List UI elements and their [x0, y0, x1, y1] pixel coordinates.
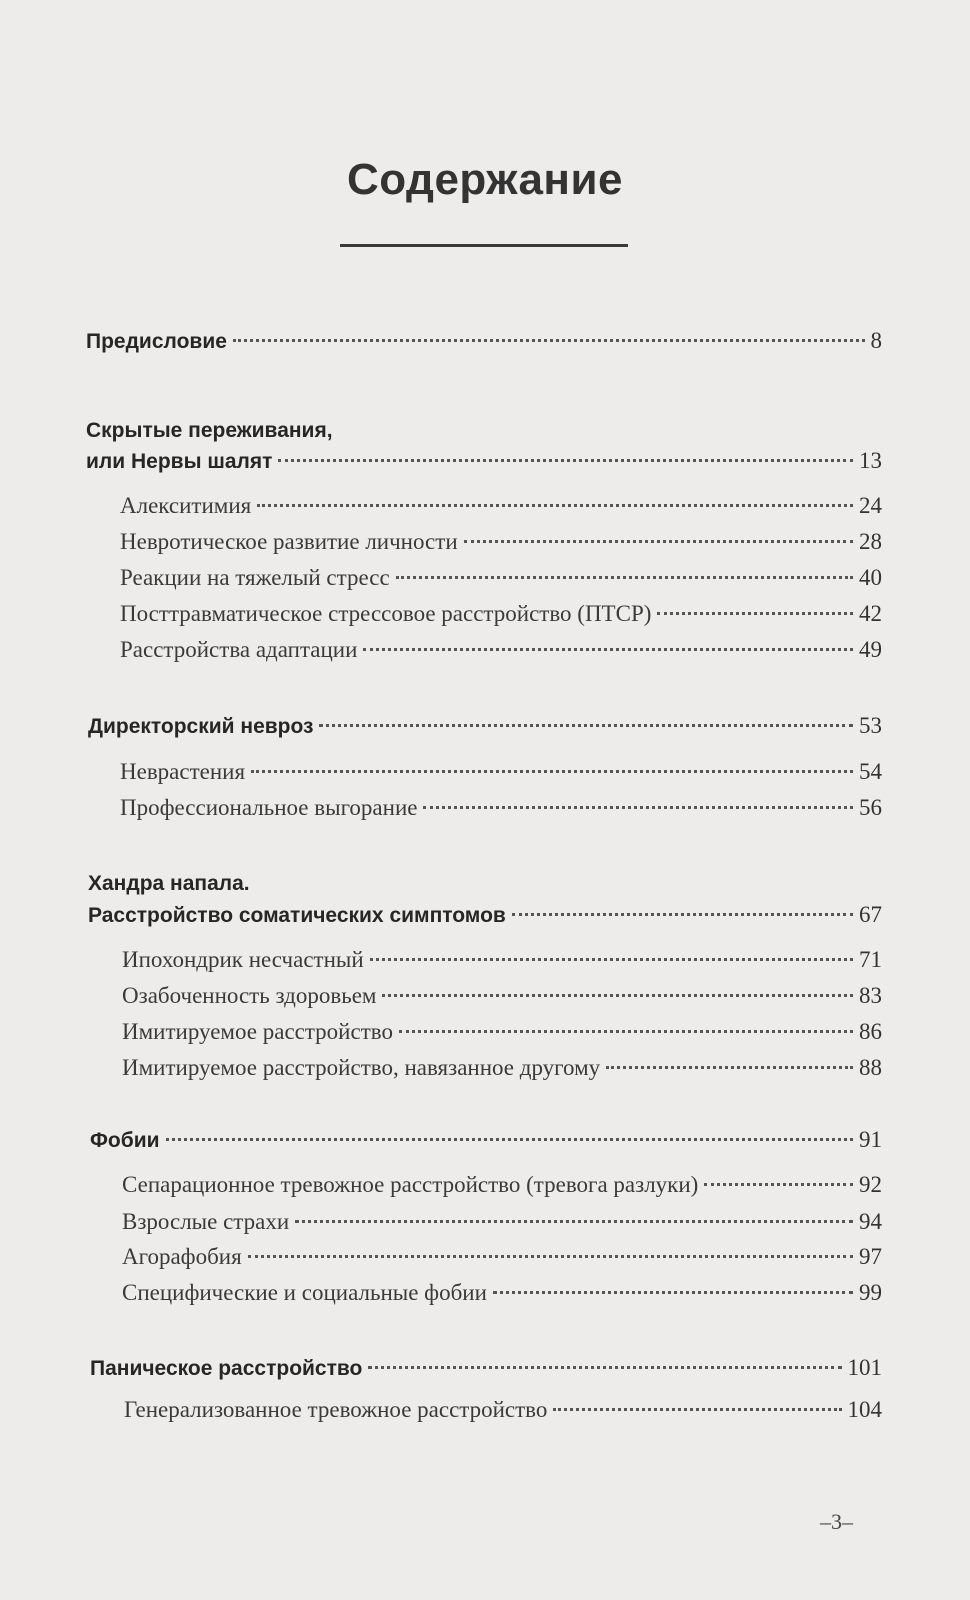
dot-leader — [657, 612, 853, 615]
toc-section-khandra[interactable] — [88, 898, 882, 932]
toc-item[interactable] — [120, 791, 882, 825]
toc-item-label: Ипохондрик несчастный — [122, 947, 364, 972]
toc-item-label: Агорафобия — [122, 1244, 242, 1269]
dot-leader — [319, 724, 853, 727]
toc-page-number: 104 — [847, 1397, 882, 1422]
dot-leader — [464, 540, 853, 543]
toc-page-number: 94 — [859, 1209, 882, 1234]
dot-leader — [396, 576, 853, 579]
toc-section-label: Расстройство соматических симптомов — [88, 904, 506, 927]
dot-leader — [278, 459, 853, 462]
toc-item[interactable] — [122, 979, 882, 1013]
dot-leader — [553, 1408, 841, 1411]
toc-item[interactable] — [122, 1168, 882, 1202]
toc-item[interactable] — [122, 1205, 882, 1239]
toc-section-label: Предисловие — [86, 330, 227, 353]
toc-section-panic[interactable] — [90, 1351, 882, 1385]
dot-leader — [251, 770, 853, 773]
toc-item-label: Сепарационное тревожное расстройство (тревога разлуки) — [122, 1172, 699, 1197]
dot-leader — [370, 958, 853, 961]
toc-item-label: Реакции на тяжелый стресс — [120, 565, 390, 590]
toc-section-director[interactable] — [88, 709, 882, 743]
toc-item-label: Расстройства адаптации — [120, 637, 358, 662]
toc-page-number: 13 — [859, 448, 882, 473]
toc-page-number: 67 — [859, 902, 882, 927]
toc-page-number: 71 — [859, 947, 882, 972]
dot-leader — [399, 1030, 853, 1033]
toc-item[interactable] — [122, 1240, 882, 1274]
toc-item[interactable] — [120, 755, 882, 789]
toc-page-number: 86 — [859, 1019, 882, 1044]
toc-item[interactable] — [120, 525, 882, 559]
toc-section-phobias[interactable] — [90, 1123, 882, 1157]
toc-page-number: 28 — [859, 529, 882, 554]
dot-leader — [423, 806, 853, 809]
toc-item[interactable] — [122, 1015, 882, 1049]
toc-page-number: 92 — [859, 1172, 882, 1197]
toc-section-title-line1: Хандра напала. — [88, 872, 250, 895]
toc-page-number: 42 — [859, 601, 882, 626]
dot-leader — [233, 339, 865, 342]
toc-item[interactable] — [120, 561, 882, 595]
dot-leader — [704, 1183, 853, 1186]
dot-leader — [295, 1220, 853, 1223]
toc-section-label: Фобии — [90, 1129, 160, 1152]
toc-section-label: или Нервы шалят — [86, 450, 273, 473]
toc-page-number: 97 — [859, 1244, 882, 1269]
toc-item-label: Озабоченность здоровьем — [122, 983, 377, 1008]
toc-item-label: Алекситимия — [120, 493, 252, 518]
toc-item-label: Профессиональное выгорание — [120, 795, 418, 820]
toc-item-label: Посттравматическое стрессовое расстройство (ПТСР) — [120, 601, 652, 626]
dot-leader — [248, 1255, 853, 1258]
toc-item-label: Имитируемое расстройство, навязанное другому — [122, 1055, 601, 1080]
toc-page-number: 88 — [859, 1055, 882, 1080]
toc-item-label: Взрослые страхи — [122, 1209, 290, 1234]
dot-leader — [363, 648, 853, 651]
toc-item[interactable] — [124, 1393, 882, 1427]
toc-page-number: 101 — [847, 1355, 882, 1380]
dot-leader — [606, 1066, 853, 1069]
toc-page-number: 40 — [859, 565, 882, 590]
toc-section-label: Паническое расстройство — [90, 1357, 363, 1380]
dot-leader — [382, 994, 853, 997]
toc-page-number: 54 — [859, 759, 882, 784]
toc-section-label: Директорский невроз — [88, 715, 314, 738]
toc-page-number: 53 — [859, 713, 882, 738]
dot-leader — [166, 1138, 853, 1141]
toc-page-number: 49 — [859, 637, 882, 662]
page-number-footer: –3– — [820, 1509, 853, 1534]
dot-leader — [512, 913, 853, 916]
toc-page-number: 24 — [859, 493, 882, 518]
toc-item[interactable] — [120, 597, 882, 631]
toc-page-number: 56 — [859, 795, 882, 820]
toc-item-label: Генерализованное тревожное расстройство — [124, 1397, 548, 1422]
toc-item[interactable] — [122, 1051, 882, 1085]
toc-section-preface[interactable] — [86, 324, 882, 358]
toc-section-hidden[interactable] — [86, 444, 882, 478]
toc-page-number: 99 — [859, 1280, 882, 1305]
toc-item[interactable] — [122, 1276, 882, 1310]
toc-item[interactable] — [120, 633, 882, 667]
dot-leader — [368, 1366, 841, 1369]
toc-page-number: 83 — [859, 983, 882, 1008]
toc-item-label: Неврастения — [120, 759, 246, 784]
toc-item-label: Специфические и социальные фобии — [122, 1280, 487, 1305]
toc-item-label: Имитируемое расстройство — [122, 1019, 393, 1044]
dot-leader — [257, 504, 853, 507]
toc-item[interactable] — [120, 489, 882, 523]
toc-section-title-line1: Скрытые переживания, — [86, 419, 333, 442]
toc-page-number: 91 — [859, 1127, 882, 1152]
toc-page-number: 8 — [870, 328, 882, 353]
page-title: Содержание — [346, 155, 624, 204]
dot-leader — [493, 1291, 853, 1294]
toc-item[interactable] — [122, 943, 882, 977]
toc-item-label: Невротическое развитие личности — [120, 529, 458, 554]
